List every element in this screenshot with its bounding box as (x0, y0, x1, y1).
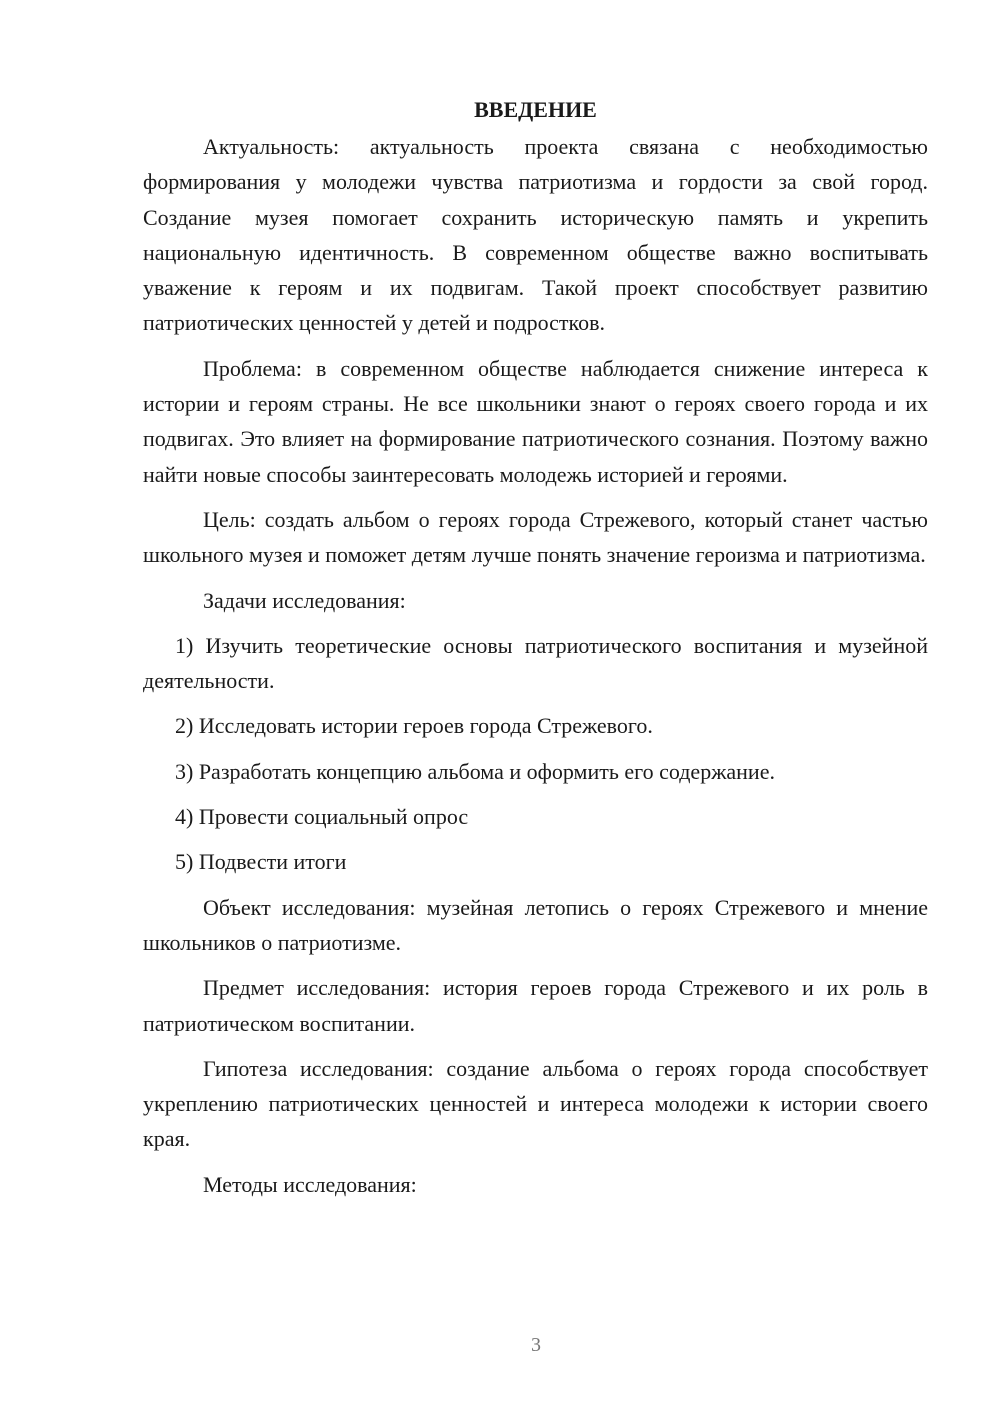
task-item-2: 2) Исследовать истории героев города Стрежевого. (175, 713, 653, 739)
section-title: ВВЕДЕНИЕ (474, 97, 597, 122)
paragraph-problem: Проблема: в современном обществе наблюдается снижение интереса к истории и героям страны. Не все школьники знают о героях своего города и их подвигах. Это влияет на формирование патриотического сознания. Поэтому важно найти новые способы заинтересовать молодежь историей и героями. (143, 355, 928, 487)
page-number: 3 (531, 1334, 541, 1356)
task-item-1: 1) Изучить теоретические основы патриотического воспитания и музейной деятельности. (143, 632, 928, 694)
document-page (143, 92, 928, 1212)
paragraph-object: Объект исследования: музейная летопись о героях Стрежевого и мнение школьников о патриотизме. (143, 894, 928, 955)
tasks-heading: Задачи исследования: (203, 587, 406, 613)
task-item-3: 3) Разработать концепцию альбома и оформить его содержание. (175, 758, 775, 784)
paragraph-subject: Предмет исследования: история героев города Стрежевого и их роль в патриотическом воспитании. (143, 975, 928, 1036)
paragraph-relevance: Актуальность: актуальность проекта связана с необходимостью формирования у молодежи чувства патриотизма и гордости за свой город. Создание музея помогает сохранить историческую память и укрепить национальную идентичность. В современном обществе важно воспитывать уважение к героям и их подвигам. Такой проект способствует развитию патриотических ценностей у детей и подростков. (143, 134, 928, 336)
task-item-4: 4) Провести социальный опрос (175, 804, 469, 830)
task-item-5: 5) Подвести итоги (175, 849, 347, 875)
paragraph-hypothesis: Гипотеза исследования: создание альбома о героях города способствует укреплению патриотических ценностей и интереса молодежи к истории своего края. (143, 1055, 928, 1152)
paragraph-goal: Цель: создать альбом о героях города Стрежевого, который станет частью школьного музея и поможет детям лучше понять значение героизма и патриотизма. (143, 506, 928, 568)
methods-heading: Методы исследования: (203, 1171, 417, 1197)
